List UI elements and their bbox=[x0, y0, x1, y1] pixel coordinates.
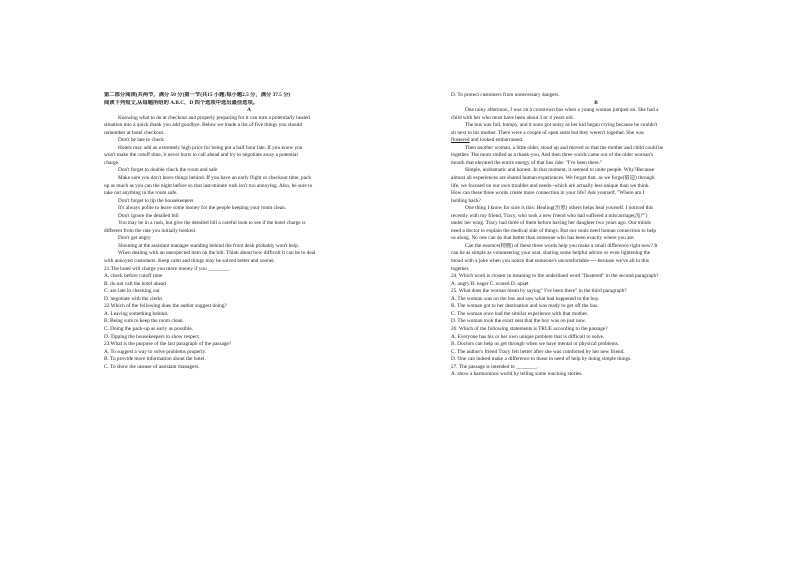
left-text-line: up as much as you can the night before so that last-minute rush isn't too annoying. Also, be sure to bbox=[104, 182, 313, 189]
right-column bbox=[451, 92, 741, 379]
left-text-line: Don't get angry bbox=[118, 235, 151, 242]
right-text-line: One thing I know for sure is this: Healing(治愈) others helps heal yourself. I noticed this bbox=[465, 205, 654, 212]
right-text-line: 24. Which word is closest in meaning to the underlined word "flustered" in the second paragraph? bbox=[451, 273, 659, 280]
left-text-line: take out anything in the room safe. bbox=[104, 190, 178, 197]
right-text-line: sit next to his mother. There were a couple of open seats but they weren't together. She was bbox=[451, 129, 644, 136]
left-text-line: 21.The hotel will charge you more money if you ________. bbox=[104, 265, 231, 272]
right-text-line: flustered and looked embarrassed. bbox=[451, 137, 524, 144]
left-text-line: Don't forget to tip the housekeepers bbox=[118, 197, 194, 204]
right-text-line: The bus was full, bumpy, and it soon got noisy as her kid began crying because he couldn't bbox=[465, 122, 658, 129]
left-text-line: A. check before cutoff time bbox=[104, 273, 163, 280]
underlined-word: flustered bbox=[451, 137, 470, 144]
left-text-line: 第二部分阅读(共两节，满分 50 分)第一节(共15 小题;每小题2.5 分，满分 37.5 分) bbox=[104, 92, 291, 98]
left-text-line: A. Leaving something behind. bbox=[104, 310, 169, 317]
left-text-line: situation into a quick thank you add goodbye. Below we made a list of five things you should bbox=[104, 122, 303, 129]
right-text-line: together. bbox=[451, 265, 470, 272]
right-text-line: B bbox=[594, 99, 598, 106]
right-text-line: need a doctor to explain the medical side of things. But our souls need human connection to help bbox=[451, 227, 657, 234]
right-text-line: child with her who must have been about 3 or 4 years old. bbox=[451, 114, 574, 121]
right-text-line: C. The author's friend Tracy felt better after she was comforted by her new friend. bbox=[451, 348, 625, 355]
right-text-line: mouth that elevated the entire energy of that bus ride: "I've been there." bbox=[451, 159, 603, 166]
left-text-line: It's always polite to leave some money for the people keeping your room clean. bbox=[118, 205, 287, 212]
left-text-line: C. are late in checking out bbox=[104, 288, 160, 295]
right-text-line: holding back? bbox=[451, 197, 481, 204]
left-text-line: Shouting at the assistant manager standing behind the front desk probably won't help. bbox=[118, 242, 300, 249]
left-text-line: Don't be late to check bbox=[118, 137, 164, 144]
left-text-line: Make sure you don't leave things behind. If you have an early flight or checkout time, pack bbox=[118, 175, 312, 182]
right-text-line: together. The mom smiled as a thank-you, And then three words came out of the older woman's bbox=[451, 152, 654, 159]
right-text-line: D. To protect customers from unnecessary dangers. bbox=[451, 92, 560, 98]
right-text-line: Then another woman, a little older, stood up and moved so that the mother and child could be bbox=[465, 144, 664, 151]
right-text-line: D. The woman took the exact seat that the boy was on just now. bbox=[451, 318, 587, 325]
left-text-line: C. Doing the pack-up as early as possible. bbox=[104, 325, 193, 332]
left-text-line: 22.Which of the following does the author suggest doing? bbox=[104, 303, 227, 310]
left-text-line: 阅读下列短文,从每题所给的 A.B.C、D 四个选项中选出最佳选项。 bbox=[104, 99, 259, 106]
right-text-line: Can the essence(精髓) of these three words help you make a small difference right now? It bbox=[465, 242, 658, 249]
right-text-line: mood with a joke when you notice that someone's uncomfortable-----because we've all in this bbox=[451, 258, 649, 265]
right-text-line: A. Everyone has his or her own unique problem that is difficult to solve. bbox=[451, 333, 605, 340]
left-text-line: D. Tipping the housekeepers to show respect. bbox=[104, 333, 201, 340]
left-text-line: C. To show the unease of assistant managers. bbox=[104, 363, 200, 370]
left-text-line: Don't forget to double check the room and safe bbox=[118, 167, 218, 174]
right-text-line: under her wing. Tracy had three of them before having her daughter two years ago. Our minds bbox=[451, 220, 651, 227]
right-text-line: 27. The passage is intended to ________. bbox=[451, 363, 539, 370]
left-text-line: remember at hotel checkout. bbox=[104, 129, 165, 136]
right-text-line: A. angry B. eager C. scared D. upset bbox=[451, 280, 529, 287]
right-text-line: can be as simple as volunteering your seat, sharing some helpful advice or even lightening the bbox=[451, 250, 651, 257]
right-text-line: almost all experiences are shared human experiences. We forget that, as we forge(锻造) through bbox=[451, 175, 655, 182]
left-text-line: charge. bbox=[104, 159, 120, 166]
right-text-line: A. The woman was on the bus and saw what had happened to the boy. bbox=[451, 295, 600, 302]
left-text-line: Don't ignore the detailed bill bbox=[118, 212, 179, 219]
left-text-line: B. do not call the hotel ahead bbox=[104, 280, 166, 287]
right-text-line: Simple, undramatic and honest. In that moment, it seemed to unite people. Why?Because bbox=[465, 167, 655, 174]
right-text-line: D. One can indeed make a difference to those in need of help by doing simple things. bbox=[451, 356, 632, 363]
left-text-line: won't make the cutoff time, it never hurts to call ahead and try to negotiate away a potential bbox=[104, 152, 298, 159]
left-text-line: A bbox=[247, 107, 251, 114]
left-text-line: Knowing what to do at checkout and properly preparing for it can turn a potentially heated bbox=[118, 114, 310, 121]
right-text-line: One rainy afternoon, I was on a crosstown bus when a young woman jumped on. She had a bbox=[465, 107, 659, 114]
right-text-line: C. The woman once had the similar experience with that mother. bbox=[451, 310, 588, 317]
left-text-line: Hotels may add an extremely high price for being put a half hour late. If you know you bbox=[118, 144, 303, 151]
left-text-line: with annoyed customers. Keep calm and things may be solved better and sooner. bbox=[104, 258, 275, 265]
left-text-line: B. To provide more information about the hotel. bbox=[104, 356, 206, 363]
right-text-line: B. The woman got to her destination and was ready to get off the bus. bbox=[451, 303, 599, 310]
right-text-line: us along. No one can do that better than someone who has been exactly where you are. bbox=[451, 235, 635, 242]
right-text-line: 25. What does the woman mean by saying" I've been there" in the third paragraph? bbox=[451, 288, 627, 295]
right-text-line: recently with my friend, Tracy, who took a new friend who had suffered a miscarriage(流产) bbox=[451, 212, 648, 219]
left-text-line: You may be in a rush, but give the detailed bill a careful look to see if the hotel charge is bbox=[118, 220, 306, 227]
right-text-line: 26. Which of the following statements is TRUE according to the passage? bbox=[451, 325, 608, 332]
left-text-line: A. To suggest a way to solve problems properly. bbox=[104, 348, 207, 355]
right-text-line: A. show a harmonious world by telling some touching stories. bbox=[451, 371, 583, 378]
left-text-line: When dealing with an unexpected item on the bill. Think about how difficult it can be to deal bbox=[118, 250, 316, 257]
left-column bbox=[104, 92, 394, 371]
right-text-line: B. Doctors can help us get through when we have mental or physical problems. bbox=[451, 341, 620, 348]
left-text-line: D. negotiate with the clerks bbox=[104, 295, 163, 302]
left-text-line: B. Being sure to keep the room clean. bbox=[104, 318, 184, 325]
right-text-line: How can these three words create more connection in your life? Ask yourself, "Where am I bbox=[451, 190, 645, 197]
left-text-line: 23.What is the purpose of the last paragraph of the passage? bbox=[104, 341, 232, 348]
left-text-line: different from the rate you initially booked. bbox=[104, 227, 197, 234]
right-text-line: life, we focused on our own troubles and needs--which are actually less unique than we think. bbox=[451, 182, 650, 189]
